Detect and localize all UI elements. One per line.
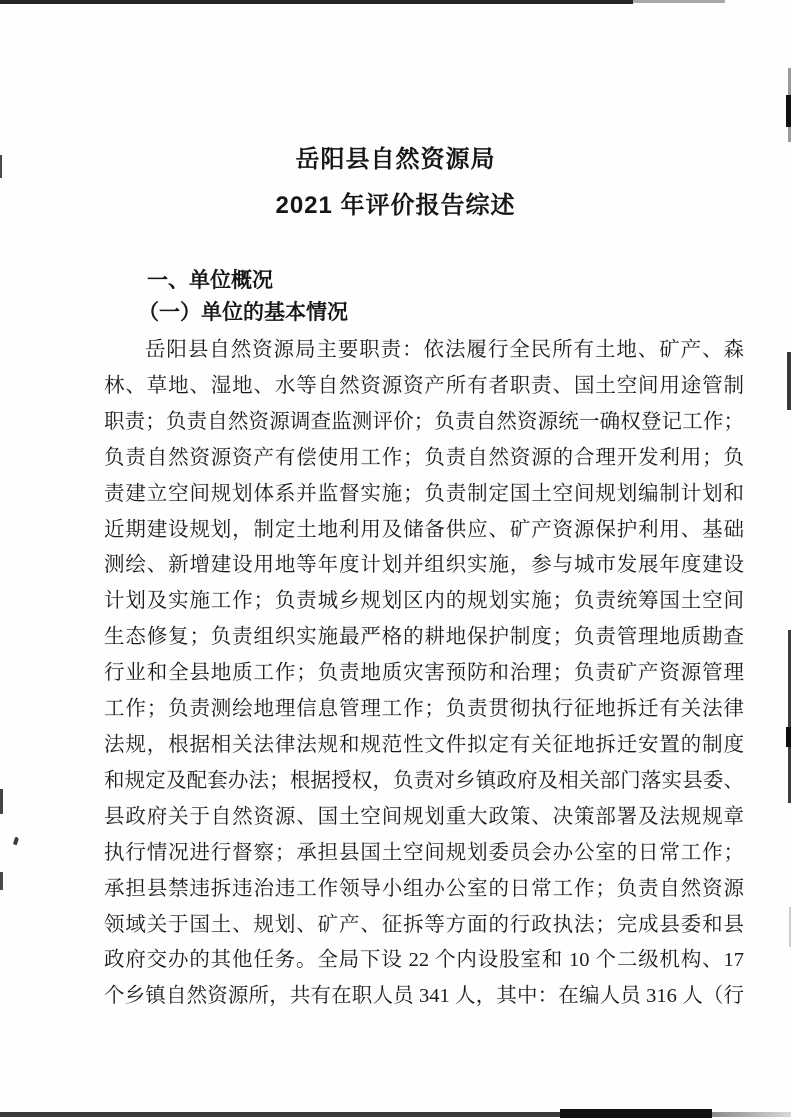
scan-artifact-ink-speck [13, 837, 19, 846]
scan-artifact-top-band-gray [633, 0, 725, 3]
section-heading-unit-overview: 一、单位概况 [147, 269, 273, 292]
scan-artifact-left-edge-3 [0, 872, 3, 890]
subsection-heading-basic-situation: （一）单位的基本情况 [138, 301, 348, 324]
report-subtitle: 2021 年评价报告综述 [275, 192, 516, 219]
scan-artifact-bottom-band-fade [712, 1112, 791, 1117]
body-paragraph-unit-duties: 岳阳县自然资源局主要职责：依法履行全民所有土地、矿产、森 林、草地、湿地、水等自然资源资产所有者职责、国土空间用途管制 职责；负责自然资源调查监测评价；负责自然资源统一确权登记工作； 负责自然资源资产有偿使用工作；负责自然资源的合理开发利用；负 责建立空间规划体系并监督实施；负责制定国土空间规划编制计划和 近期建设规划，制定土地利用及储备供应、矿产资源保护利用、基础 测绘、新增建设用地等年度计划并组织实施，参与城市发展年度建设 计划及实施工作；负责城乡规划区内的规划实施；负责统筹国土空间 生态修复；负责组织实施最严格的耕地保护制度；负责管理地质勘查 行业和全县地质工作；负责地质灾害预防和治理；负责矿产资源管理 工作；负责测绘地理信息管理工作；负责贯彻执行征地拆迁有关法律 法规，根据相关法律法规和规范性文件拟定有关征地拆迁安置的制度 和规定及配套办法；根据授权，负责对乡镇政府及相关部门落实县委、 县政府关于自然资源、国土空间规划重大政策、决策部署及法规规章 执行情况进行督察；承担县国土空间规划委员会办公室的日常工作； 承担县禁违拆违治违工作领导小组办公室的日常工作；负责自然资源 领域关于国土、规划、矿产、征拆等方面的行政执法；完成县委和县 政府交办的其他任务。全局下设 22 个内设股室和 10 个二级机构、17 个乡镇自然资源所，共有在职人员 341 人，其中：在编人员 316 人（行 [104, 339, 744, 1008]
scan-artifact-bottom-band-left [0, 1112, 560, 1117]
scan-artifact-top-band-dark [0, 0, 633, 4]
scan-artifact-right-edge-3-dark [786, 727, 791, 747]
scan-artifact-bottom-band-dark [560, 1109, 712, 1118]
report-title: 岳阳县自然资源局 [295, 146, 496, 173]
scan-artifact-right-edge-2 [787, 352, 791, 410]
scan-artifact-right-edge-1-dark [786, 95, 791, 127]
scan-artifact-left-edge-2 [0, 789, 3, 814]
